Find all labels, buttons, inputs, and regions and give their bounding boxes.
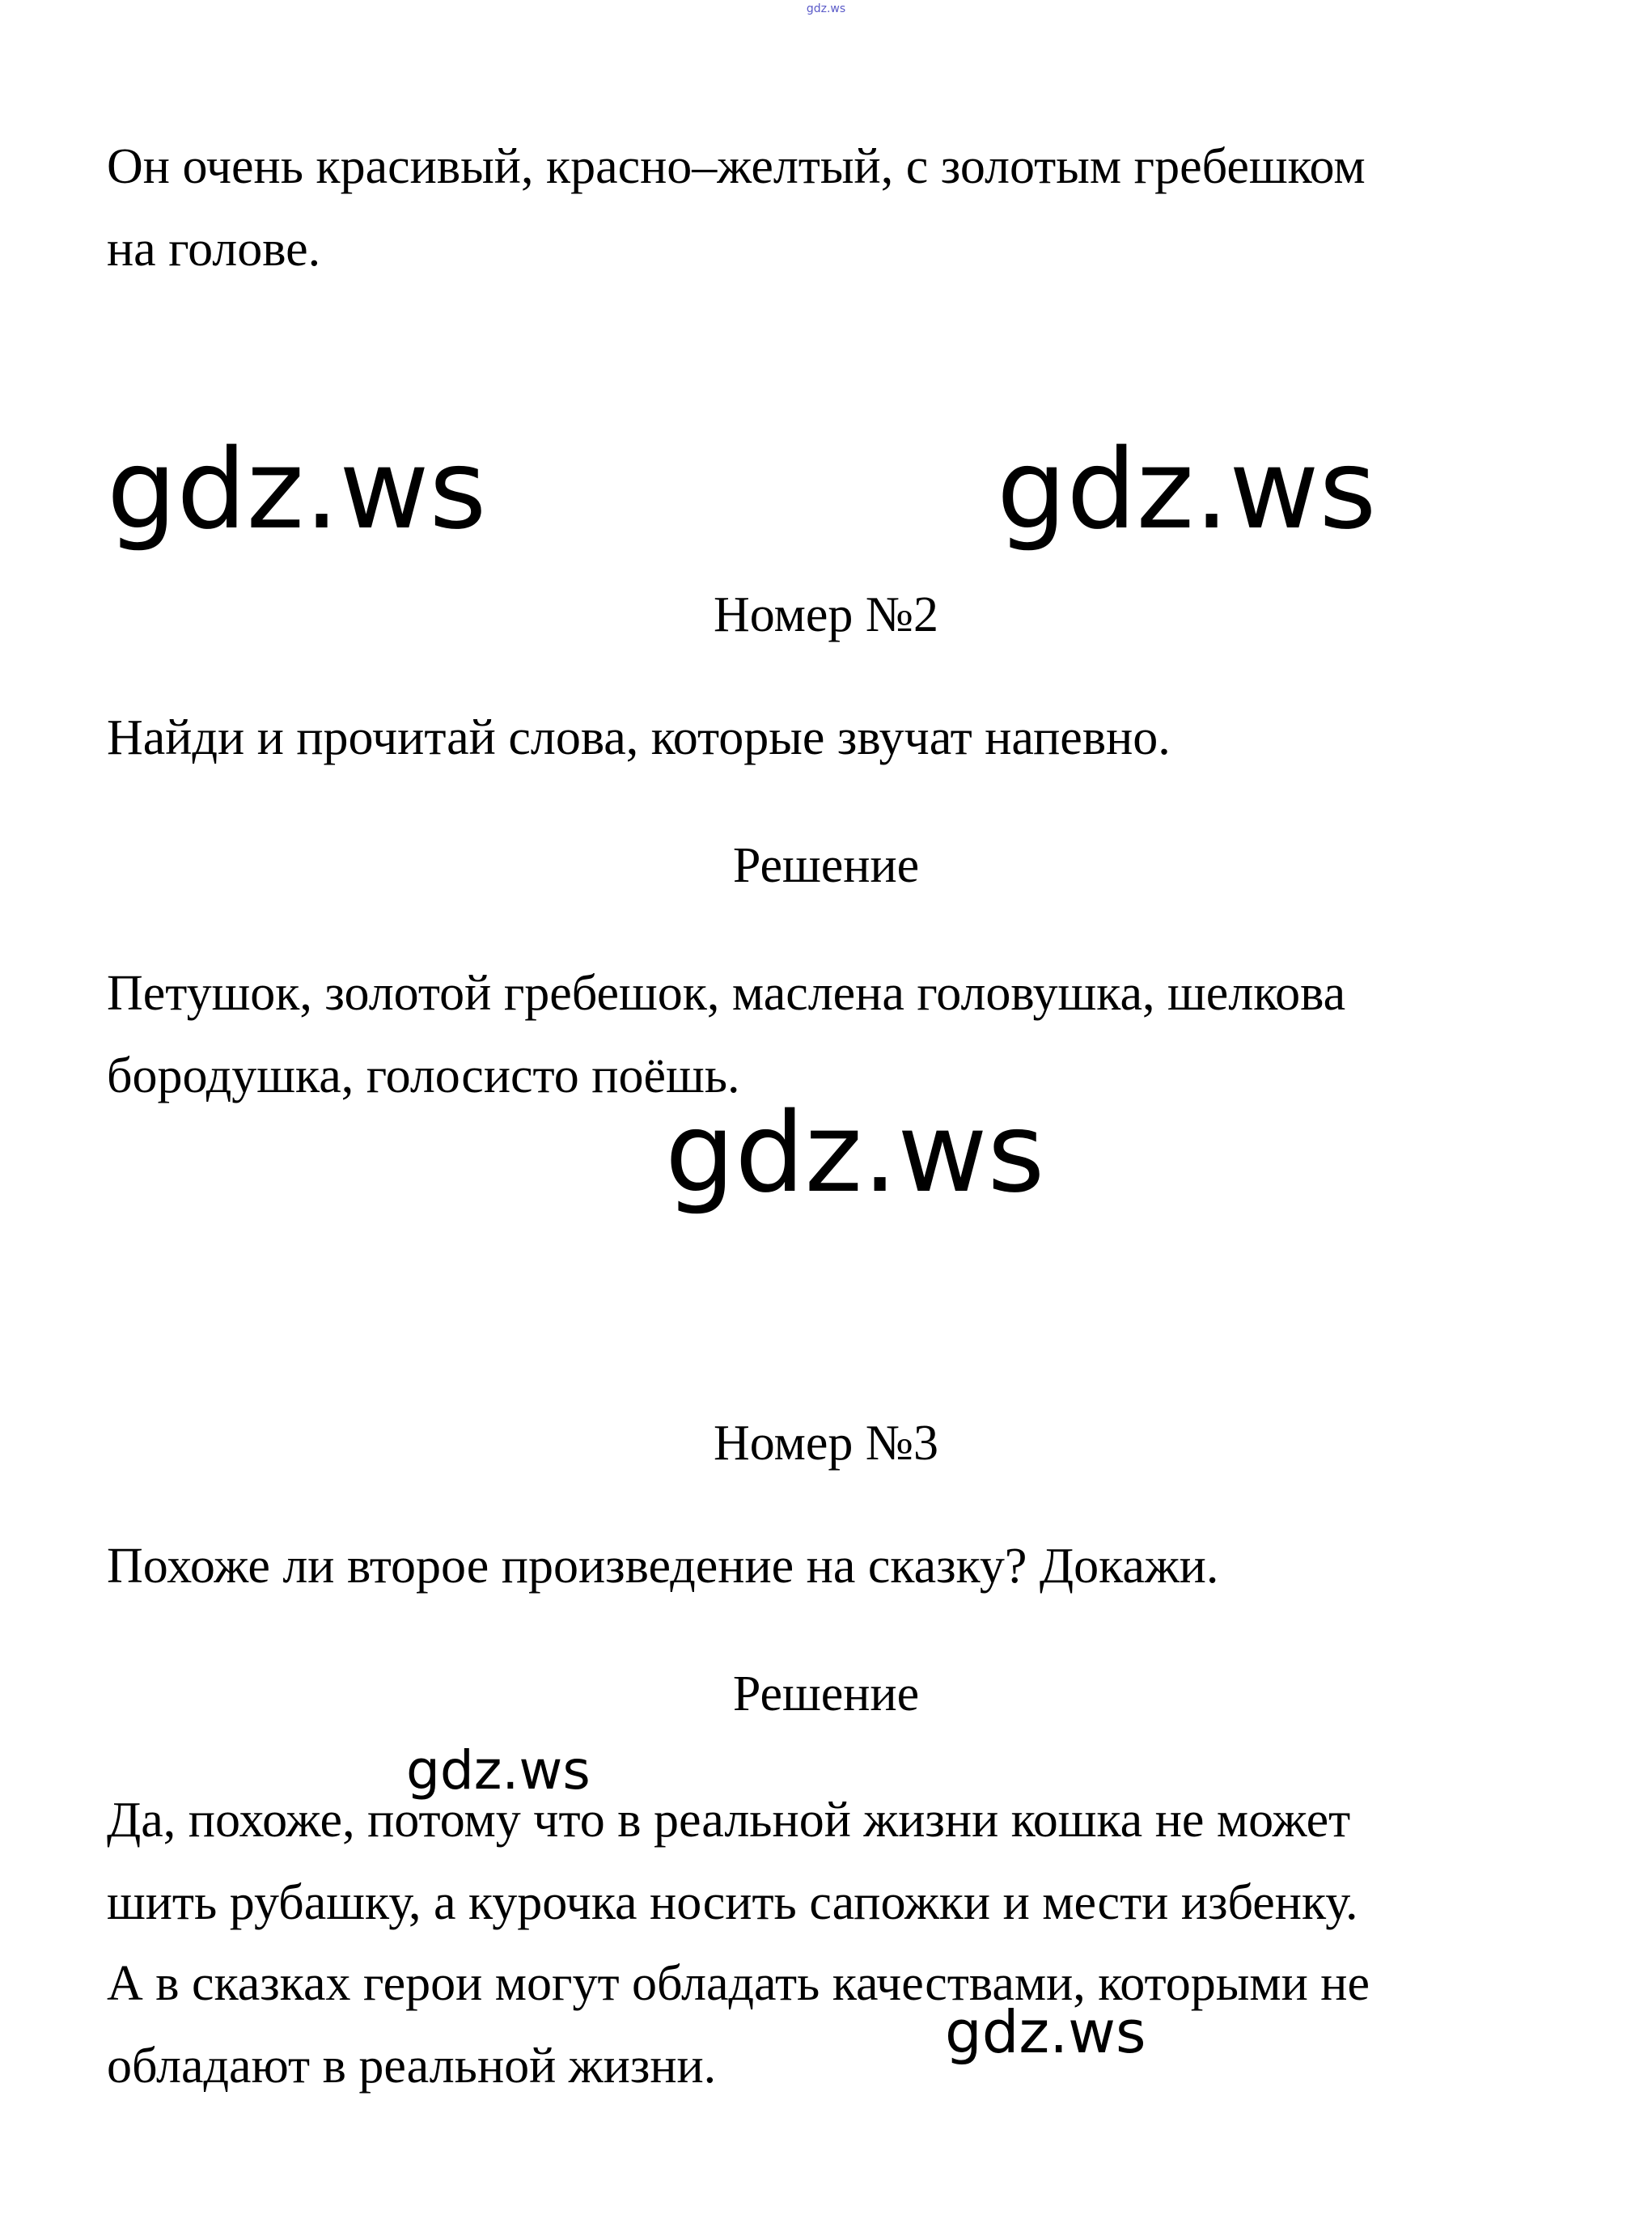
watermark-left: gdz.ws xyxy=(107,426,487,554)
watermark-right: gdz.ws xyxy=(997,426,1377,554)
task3-question: Похоже ли второе произведение на сказку? Докажи. xyxy=(107,1539,1219,1594)
task2-answer-line-1: Петушок, золотой гребешок, маслена головушка, шелкова xyxy=(107,966,1346,1021)
intro-line-2: на голове. xyxy=(107,222,321,277)
top-watermark: gdz.ws xyxy=(806,2,846,15)
watermark-small-1: gdz.ws xyxy=(406,1739,591,1802)
task3-answer-line-2: шить рубашку, а курочка носить сапожки и мести избенку. xyxy=(107,1875,1358,1930)
task2-heading: Номер №2 xyxy=(713,587,938,642)
task2-solution-heading: Решение xyxy=(732,838,920,893)
task2-question: Найди и прочитай слова, которые звучат напевно. xyxy=(107,710,1171,765)
task3-answer-line-4: обладают в реальной жизни. xyxy=(107,2039,717,2094)
watermark-center: gdz.ws xyxy=(665,1090,1045,1217)
task3-answer-line-3: А в сказках герои могут обладать качествами, которыми не xyxy=(107,1956,1370,2011)
task2-answer-line-2: бородушка, голосисто поёшь. xyxy=(107,1048,740,1103)
task3-solution-heading: Решение xyxy=(732,1666,920,1721)
watermark-small-2: gdz.ws xyxy=(945,1998,1146,2066)
intro-line-1: Он очень красивый, красно–желтый, с золотым гребешком xyxy=(107,139,1366,194)
task3-answer-line-1: Да, похоже, потому что в реальной жизни кошка не может xyxy=(107,1793,1351,1848)
task3-heading: Номер №3 xyxy=(713,1416,938,1471)
